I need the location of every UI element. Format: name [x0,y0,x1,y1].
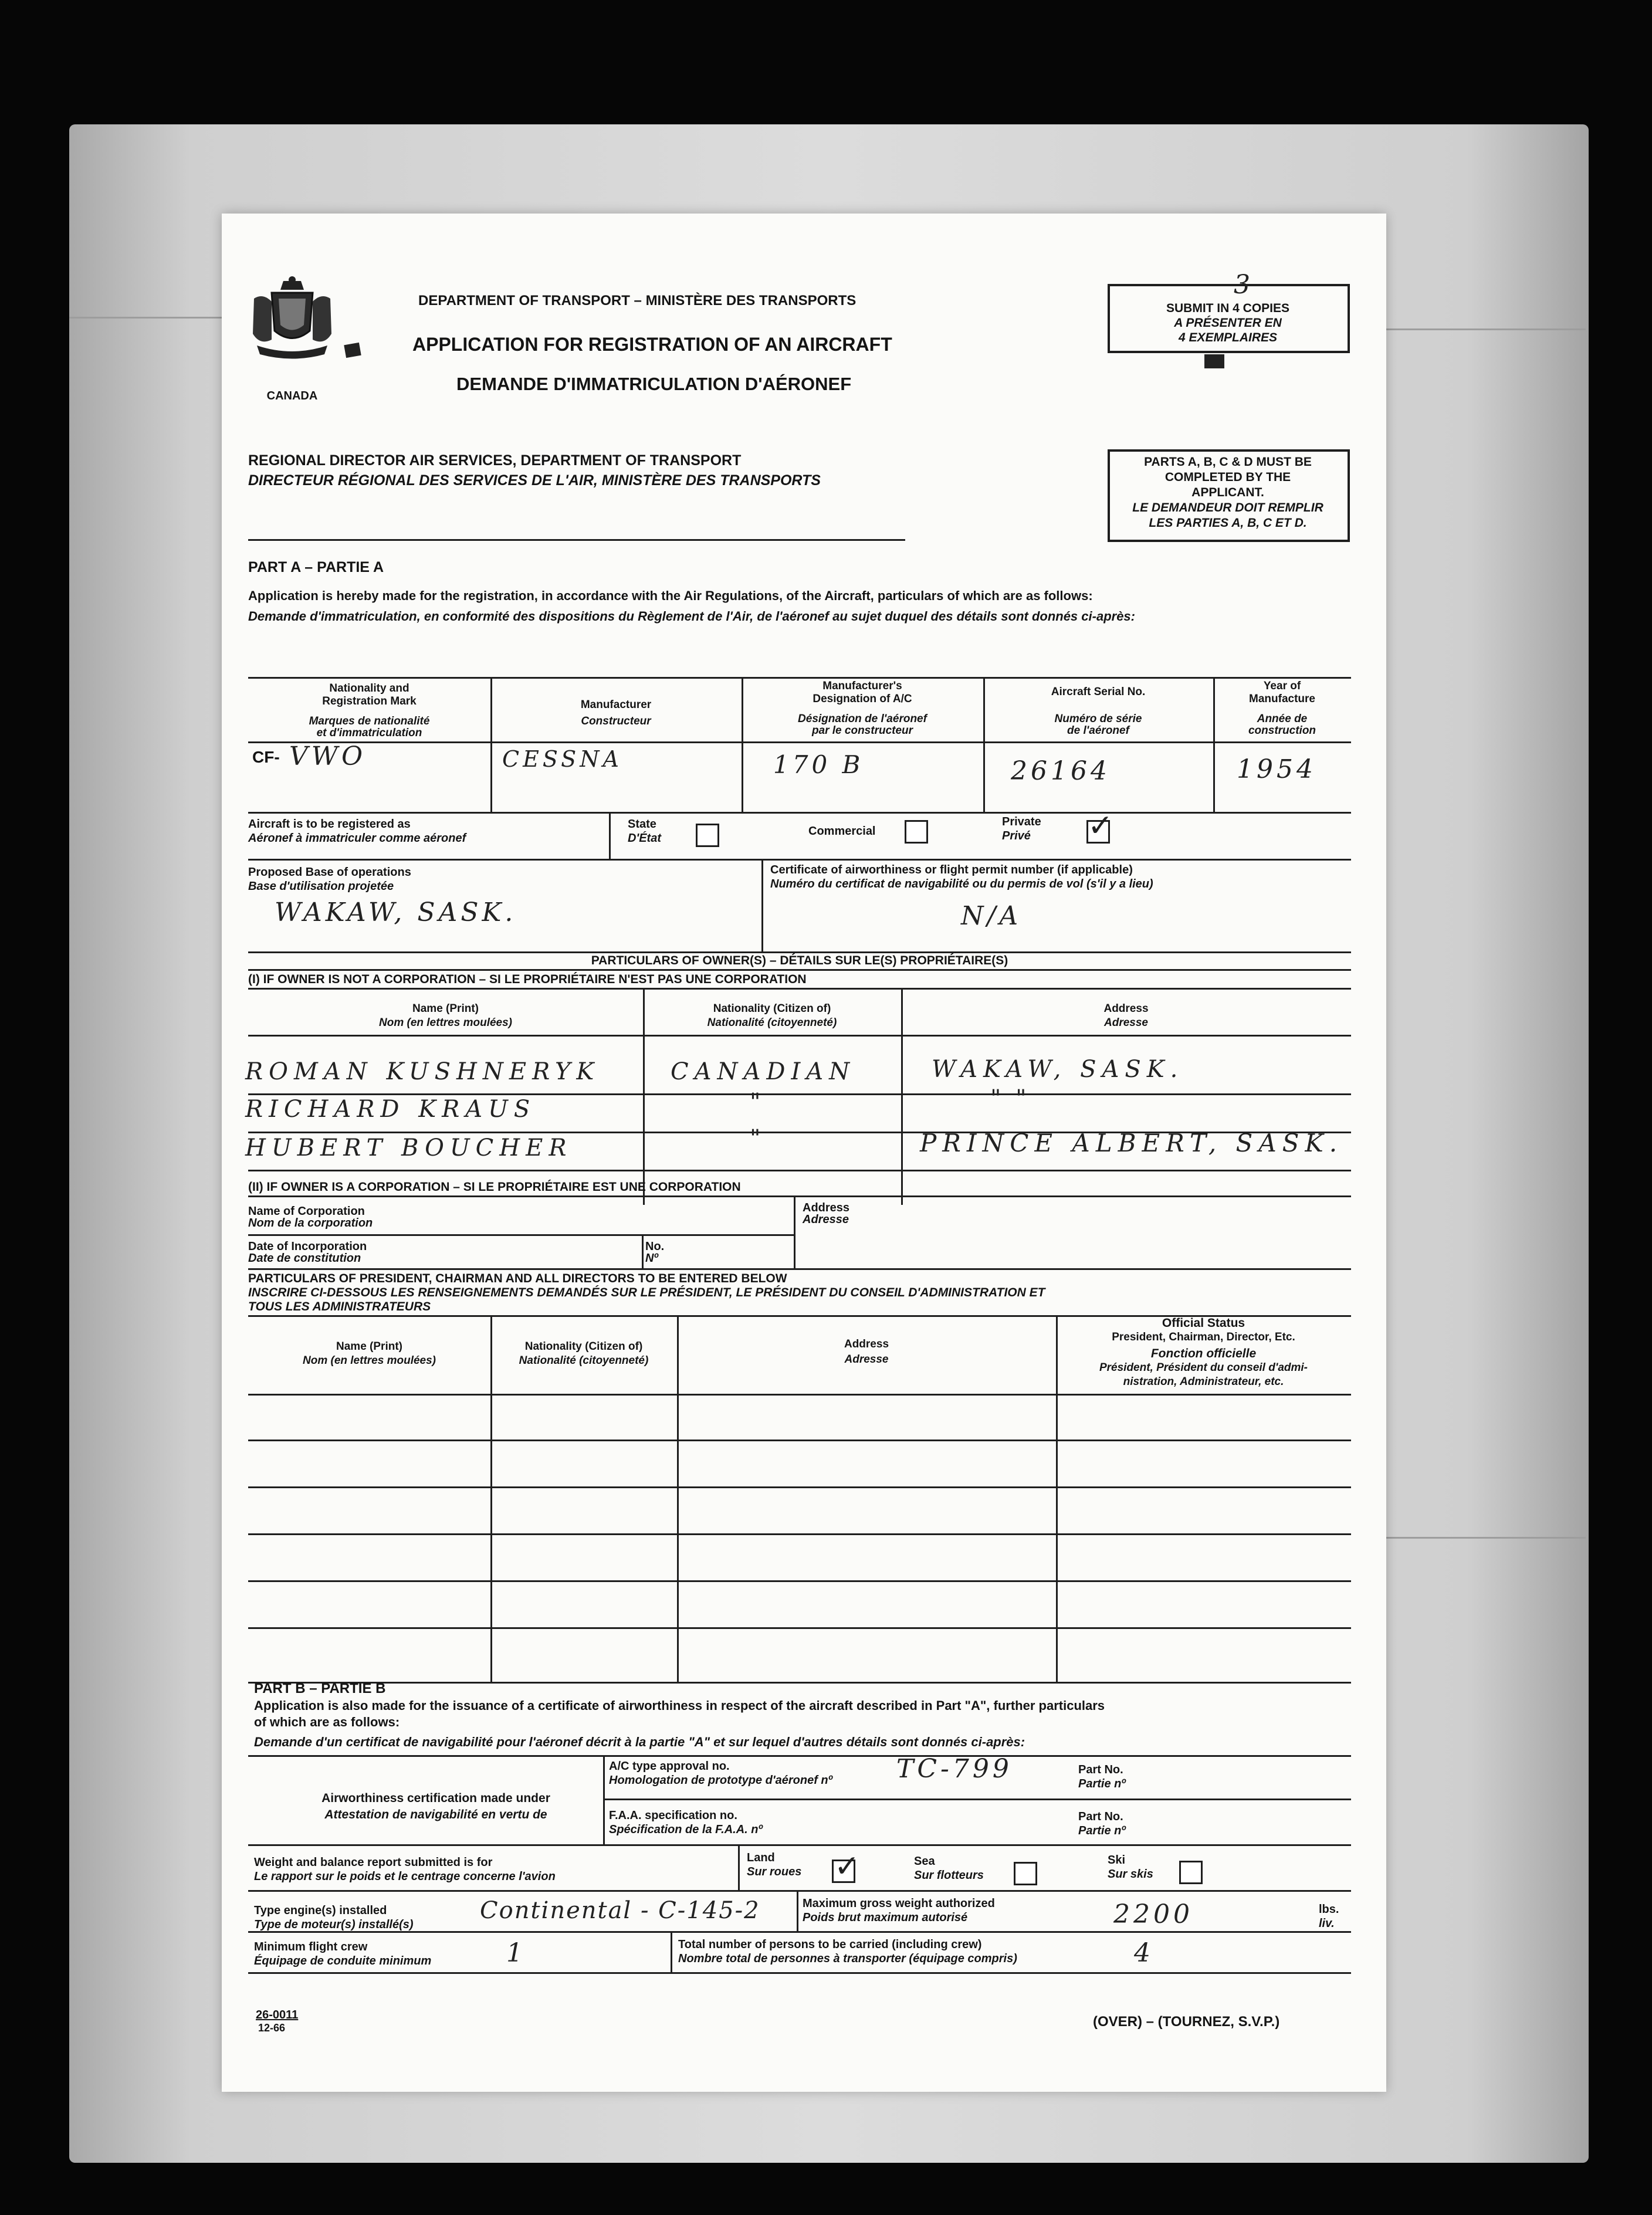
base-label-en: Proposed Base of operations [248,866,411,879]
land-check-mark: ✓ [834,1849,860,1884]
faa-en: F.A.A. specification no. [609,1809,737,1822]
registration-form-sheet [222,214,1386,2092]
directors-col-address-fr: Adresse [844,1353,889,1366]
state-label-fr: D'État [628,832,661,845]
cert-made-fr: Attestation de navigabilité en vertu de [324,1808,547,1821]
engine-bottom-line [248,1931,1351,1933]
engine-divider [797,1890,798,1931]
private-check-mark: ✓ [1088,808,1113,844]
weight-balance-en: Weight and balance report submitted is for [254,1856,493,1869]
form-number: 26-0011 [256,2009,299,2021]
ac-type-fr: Homologation de prototype d'aéronef nº [609,1774,832,1787]
ac-type-value: TC-799 [896,1754,1013,1784]
owner-name: RICHARD KRAUS [245,1096,536,1123]
tape-mark [1204,354,1224,368]
directors-col-status-fr-3: nistration, Administrateur, etc. [1123,1376,1284,1388]
corp-name-fr: Nom de la corporation [248,1217,373,1230]
corp-addr-fr: Adresse [803,1213,849,1226]
engine-value: Continental - C-145-2 [480,1897,760,1924]
ski-label-en: Ski [1108,1854,1126,1867]
col-year-1: Year of [1263,680,1301,692]
col-manufacturer: Manufacturer [580,699,652,711]
owner-address: WAKAW, SASK. [932,1056,1184,1083]
part-a-intro-en: Application is hereby made for the registration, in accordance with the Air Regulations, of the Aircraft, particulars of which are as follows: [248,588,1093,603]
base-value: WAKAW, SASK. [275,897,517,927]
over-note: (OVER) – (TOURNEZ, S.V.P.) [1093,2014,1280,2030]
owner-header-line [248,1035,1351,1037]
crew-value: 1 [506,1938,526,1968]
owner-nationality: " [750,1125,764,1152]
designation-value: 170 B [773,750,864,779]
serial-value: 26164 [1011,756,1111,786]
private-label-fr: Privé [1002,829,1031,842]
copies-handwritten: 3 [1234,270,1254,300]
registered-as-en: Aircraft is to be registered as [248,818,411,831]
owner-col-name-fr: Nom (en lettres moulées) [379,1017,512,1029]
owner-address: " " [990,1085,1030,1112]
directors-col-status-2: President, Chairman, Director, Etc. [1112,1331,1295,1343]
base-label-fr: Base d'utilisation projetée [248,880,394,893]
part-b-intro-en-2: of which are as follows: [254,1715,400,1729]
table-a-header-line [248,741,1351,743]
regional-address-line [248,539,905,541]
engine-label-en: Type engine(s) installed [254,1904,387,1917]
weight-balance-fr: Le rapport sur le poids et le centrage concerne l'avion [254,1870,556,1883]
col-nationality-fr-1: Marques de nationalité [309,715,430,727]
faa-part-no-en: Part No. [1078,1810,1123,1823]
col-serial: Aircraft Serial No. [1051,686,1146,698]
sea-checkbox[interactable] [1014,1862,1037,1885]
owner-col-address-fr: Adresse [1104,1017,1148,1029]
corp-bottom-line [248,1268,1351,1270]
ski-checkbox[interactable] [1179,1861,1203,1884]
crew-bottom-line [248,1972,1351,1974]
part-b-top-line [248,1755,1351,1757]
engine-label-fr: Type de moteur(s) installé(s) [254,1918,414,1931]
commercial-label: Commercial [808,825,876,838]
directors-bottom-line [248,1682,1351,1684]
directors-heading-1: PARTICULARS OF PRESIDENT, CHAIRMAN AND ALL DIRECTORS TO BE ENTERED BELOW [248,1272,787,1285]
background-fold-line [1386,1537,1586,1539]
persons-label-en: Total number of persons to be carried (including crew) [678,1938,982,1951]
owner-name: HUBERT BOUCHER [245,1134,573,1161]
col-designation-2: Designation of A/C [813,693,912,705]
manufacturer-value: CESSNA [502,746,622,772]
owner-not-corp-heading: (I) IF OWNER IS NOT A CORPORATION – SI LE PROPRIÉTAIRE N'EST PAS UNE CORPORATION [248,973,807,986]
directors-col-status: Official Status [1162,1316,1245,1330]
cert-made-en: Airworthiness certification made under [321,1791,550,1805]
crew-label-en: Minimum flight crew [254,1940,368,1953]
owners-heading-line [248,969,1351,971]
directors-header-line [248,1394,1351,1396]
owner-col-nationality-fr: Nationalité (citoyenneté) [707,1017,837,1029]
form-title-en: APPLICATION FOR REGISTRATION OF AN AIRCRAFT [412,334,892,355]
corp-name-en: Name of Corporation [248,1205,365,1218]
faa-fr: Spécification de la F.A.A. nº [609,1823,763,1836]
part-a-heading: PART A – PARTIE A [248,559,384,575]
lbs-label: lbs. [1319,1903,1339,1916]
crew-label-fr: Équipage de conduite minimum [254,1955,432,1967]
owners-heading: PARTICULARS OF OWNER(S) – DÉTAILS SUR LE(S) PROPRIÉTAIRE(S) [591,954,1008,967]
liv-label: liv. [1319,1917,1335,1930]
owner-col-nationality: Nationality (Citizen of) [713,1002,831,1015]
cert-label-en: Certificate of airworthiness or flight permit number (if applicable) [770,863,1133,876]
directors-col-nationality: Nationality (Citizen of) [524,1340,643,1353]
mgw-label-en: Maximum gross weight authorized [803,1897,995,1910]
owner-col-name: Name (Print) [412,1002,479,1015]
col-manufacturer-fr: Constructeur [581,715,651,727]
regional-director-en: REGIONAL DIRECTOR AIR SERVICES, DEPARTMENT OF TRANSPORT [248,452,742,469]
directors-col-status-fr-2: Président, Président du conseil d'admi- [1099,1361,1308,1374]
parts-note-line-2: COMPLETED BY THE [1164,470,1291,484]
mgw-label-fr: Poids brut maximum autorisé [803,1911,968,1924]
copies-note-en: SUBMIT IN 4 COPIES [1166,302,1290,315]
part-no-fr: Partie nº [1078,1777,1126,1790]
directors-row-line [248,1486,1351,1488]
sea-label-fr: Sur flotteurs [914,1869,984,1882]
persons-value: 4 [1134,1938,1154,1968]
directors-col-address: Address [844,1338,889,1350]
ac-type-en: A/C type approval no. [609,1760,730,1773]
corp-addr-divider [794,1195,795,1268]
copies-note-fr-1: A PRÉSENTER EN [1174,316,1282,330]
directors-heading-3: TOUS LES ADMINISTRATEURS [248,1300,431,1313]
mgw-value: 2200 [1113,1899,1193,1929]
commercial-checkbox[interactable] [905,820,928,844]
sea-label-en: Sea [914,1855,935,1868]
directors-row-line [248,1627,1351,1629]
directors-col-nationality-fr: Nationalité (citoyenneté) [519,1354,649,1367]
inc-date-en: Date of Incorporation [248,1240,367,1253]
part-b-intro-fr: Demande d'un certificat de navigabilité pour l'aéronef décrit à la partie "A" et sur lequel d'autres détails sont donnés ci-après: [254,1735,1025,1749]
directors-row-line [248,1533,1351,1535]
canada-coat-of-arms-icon [248,275,336,366]
col-year-fr-1: Année de [1257,713,1308,725]
part-no-en: Part No. [1078,1763,1123,1776]
part-b-intro-en-1: Application is also made for the issuance of a certificate of airworthiness in respect of the aircraft described in Part "A", further particulars [254,1698,1105,1713]
tape-mark [344,343,361,358]
cert-value: N/A [961,901,1022,931]
faa-line [248,1844,1351,1846]
directors-row-line [248,1580,1351,1582]
registration-mark-value: VWO [289,741,367,771]
owner-nationality: " [750,1089,764,1116]
owner-corp-heading: (II) IF OWNER IS A CORPORATION – SI LE PROPRIÉTAIRE EST UNE CORPORATION [248,1180,741,1194]
owner-address: PRINCE ALBERT, SASK. [920,1129,1343,1157]
col-year-fr-2: construction [1248,724,1316,737]
owner-row-line [248,1093,1351,1095]
base-bottom-line [248,951,1351,953]
registered-as-divider [609,812,611,859]
country-label: CANADA [266,390,318,402]
state-label-en: State [628,818,656,831]
owner-row-line [248,1170,1351,1171]
inc-no-en: No. [645,1240,665,1253]
part-a-intro-fr: Demande d'immatriculation, en conformité des dispositions du Règlement de l'Air, de l'aéronef au sujet duquel des détails sont donnés ci-après: [248,609,1135,624]
directors-row-line [248,1440,1351,1441]
form-date: 12-66 [258,2022,286,2034]
directors-col-name-fr: Nom (en lettres moulées) [303,1354,436,1367]
form-title-fr: DEMANDE D'IMMATRICULATION D'AÉRONEF [456,374,852,394]
background-fold-line [1386,328,1586,330]
col-nationality-1: Nationality and [329,682,409,695]
col-serial-fr-2: de l'aéronef [1067,724,1129,737]
regional-director-fr: DIRECTEUR RÉGIONAL DES SERVICES DE L'AIR, MINISTÈRE DES TRANSPORTS [248,472,821,489]
corp-addr-en: Address [803,1201,850,1214]
department-title: DEPARTMENT OF TRANSPORT – MINISTÈRE DES TRANSPORTS [418,293,857,309]
table-a-values-line [248,812,1351,814]
registered-as-bottom-line [248,859,1351,861]
owner-nationality: CANADIAN [671,1058,856,1085]
owner-col-address: Address [1103,1002,1149,1015]
corp-name-line [248,1234,794,1236]
col-designation-1: Manufacturer's [822,680,902,692]
registration-mark-prefix: CF- [252,748,280,766]
base-cert-divider [761,859,763,951]
inc-date-fr: Date de constitution [248,1252,361,1265]
owner-not-corp-line [248,988,1351,990]
owner-corp-line [248,1195,1351,1197]
persons-label-fr: Nombre total de personnes à transporter (équipage compris) [678,1952,1017,1965]
inc-no-fr: Nº [645,1252,658,1265]
col-nationality-fr-2: et d'immatriculation [316,727,422,739]
col-nationality-2: Registration Mark [322,695,417,707]
ac-type-line [603,1799,1351,1800]
land-label-fr: Sur roues [747,1865,802,1878]
col-designation-fr-2: par le constructeur [811,724,913,737]
land-label-en: Land [747,1851,775,1864]
weight-divider [738,1844,740,1890]
private-label-en: Private [1002,815,1041,828]
directors-col-status-fr: Fonction officielle [1150,1347,1257,1360]
directors-col-name: Name (Print) [336,1340,402,1353]
table-a-col-divider [490,677,492,812]
parts-note-line-4: LE DEMANDEUR DOIT REMPLIR [1132,501,1323,514]
background-fold-line [69,317,222,319]
parts-note-line-5: LES PARTIES A, B, C ET D. [1149,516,1307,530]
weight-bottom-line [248,1890,1351,1892]
cert-label-fr: Numéro du certificat de navigabilité ou du permis de vol (s'il y a lieu) [770,878,1153,890]
owner-name: ROMAN KUSHNERYK [245,1058,600,1085]
inc-no-divider [642,1234,644,1268]
ski-label-fr: Sur skis [1108,1868,1153,1881]
faa-part-no-fr: Partie nº [1078,1824,1126,1837]
year-value: 1954 [1237,754,1316,784]
part-b-heading: PART B – PARTIE B [254,1681,386,1696]
copies-note-fr-2: 4 EXEMPLAIRES [1178,331,1278,344]
parts-note-line-1: PARTS A, B, C & D MUST BE [1144,455,1312,469]
state-checkbox[interactable] [696,824,719,847]
col-designation-fr-1: Désignation de l'aéronef [798,713,927,725]
registered-as-fr: Aéronef à immatriculer comme aéronef [248,832,466,845]
table-a-top-line [248,677,1351,679]
col-year-2: Manufacture [1249,693,1315,705]
directors-heading-2: INSCRIRE CI-DESSOUS LES RENSEIGNEMENTS DEMANDÉS SUR LE PRÉSIDENT, LE PRÉSIDENT DU CONSEIL D'ADMINISTRATION ET [248,1286,1045,1299]
parts-note-line-3: APPLICANT. [1191,486,1264,499]
col-serial-fr-1: Numéro de série [1054,713,1142,725]
crew-divider [671,1931,672,1972]
